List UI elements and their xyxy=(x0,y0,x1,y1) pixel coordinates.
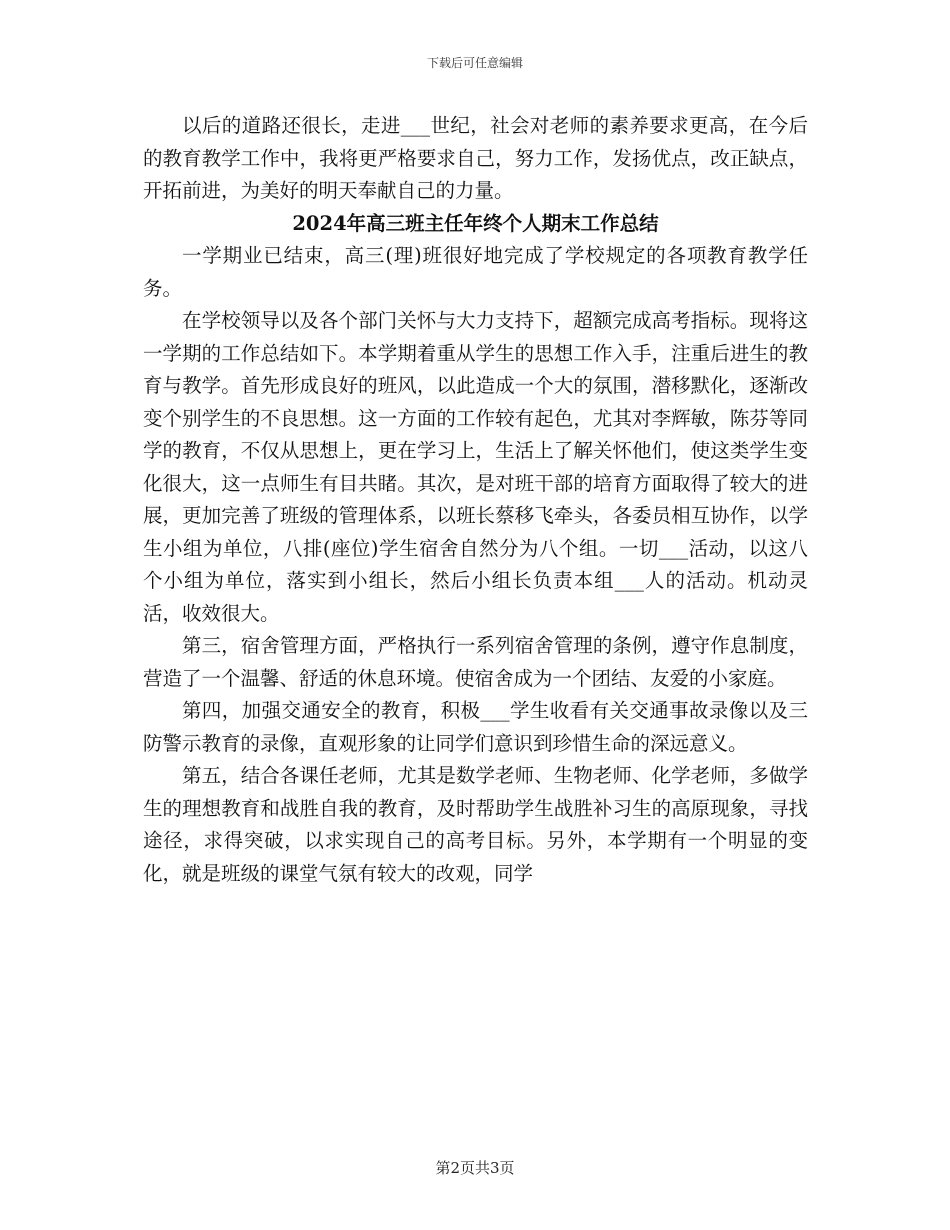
document-body xyxy=(143,110,808,890)
intro-paragraph: 以后的道路还很长，走进___世纪，社会对老师的素养要求更高，在今后的教育教学工作中，我将更严格要求自己，努力工作，发扬优点，改正缺点，开拓前进，为美好的明天奉献自己的力量。 xyxy=(143,114,808,202)
document-title: 2024年高三班主任年终个人期末工作总结 xyxy=(292,211,659,235)
paragraph: 一学期业已结束，高三(理)班很好地完成了学校规定的各项教育教学任务。 xyxy=(143,244,808,300)
paragraph: 在学校领导以及各个部门关怀与大力支持下，超额完成高考指标。现将这一学期的工作总结如下。本学期着重从学生的思想工作入手，注重后进生的教育与教学。首先形成良好的班风，以此造成一个大的氛围，潜移默化，逐渐改变个别学生的不良思想。这一方面的工作较有起色，尤其对李辉敏，陈芬等同学的教育，不仅从思想上，更在学习上，生活上了解关怀他们，使这类学生变化很大，这一点师生有目共睹。其次，是对班干部的培育方面取得了较大的进展，更加完善了班级的管理体系，以班长蔡移飞牵头，各委员相互协作，以学生小组为单位，八排(座位)学生宿舍自然分为八个组。一切___活动，以这八个小组为单位，落实到小组长，然后小组长负责本组___人的活动。机动灵活，收效很大。 xyxy=(143,309,808,625)
page-number: 第2页共3页 xyxy=(435,1159,515,1177)
paragraph: 第四，加强交通安全的教育，积极___学生收看有关交通事故录像以及三防警示教育的录像，直观形象的让同学们意识到珍惜生命的深远意义。 xyxy=(143,699,808,755)
paragraph: 第三，宿舍管理方面，严格执行一系列宿舍管理的条例，遵守作息制度，营造了一个温馨、舒适的休息环境。使宿舍成为一个团结、友爱的小家庭。 xyxy=(143,634,808,690)
paragraph: 第五，结合各课任老师，尤其是数学老师、生物老师、化学老师，多做学生的理想教育和战胜自我的教育，及时帮助学生战胜补习生的高原现象，寻找途径，求得突破，以求实现自己的高考目标。另外，本学期有一个明显的变化，就是班级的课堂气氛有较大的改观，同学 xyxy=(143,764,808,885)
page-header: 下载后可任意编辑 xyxy=(426,56,523,70)
